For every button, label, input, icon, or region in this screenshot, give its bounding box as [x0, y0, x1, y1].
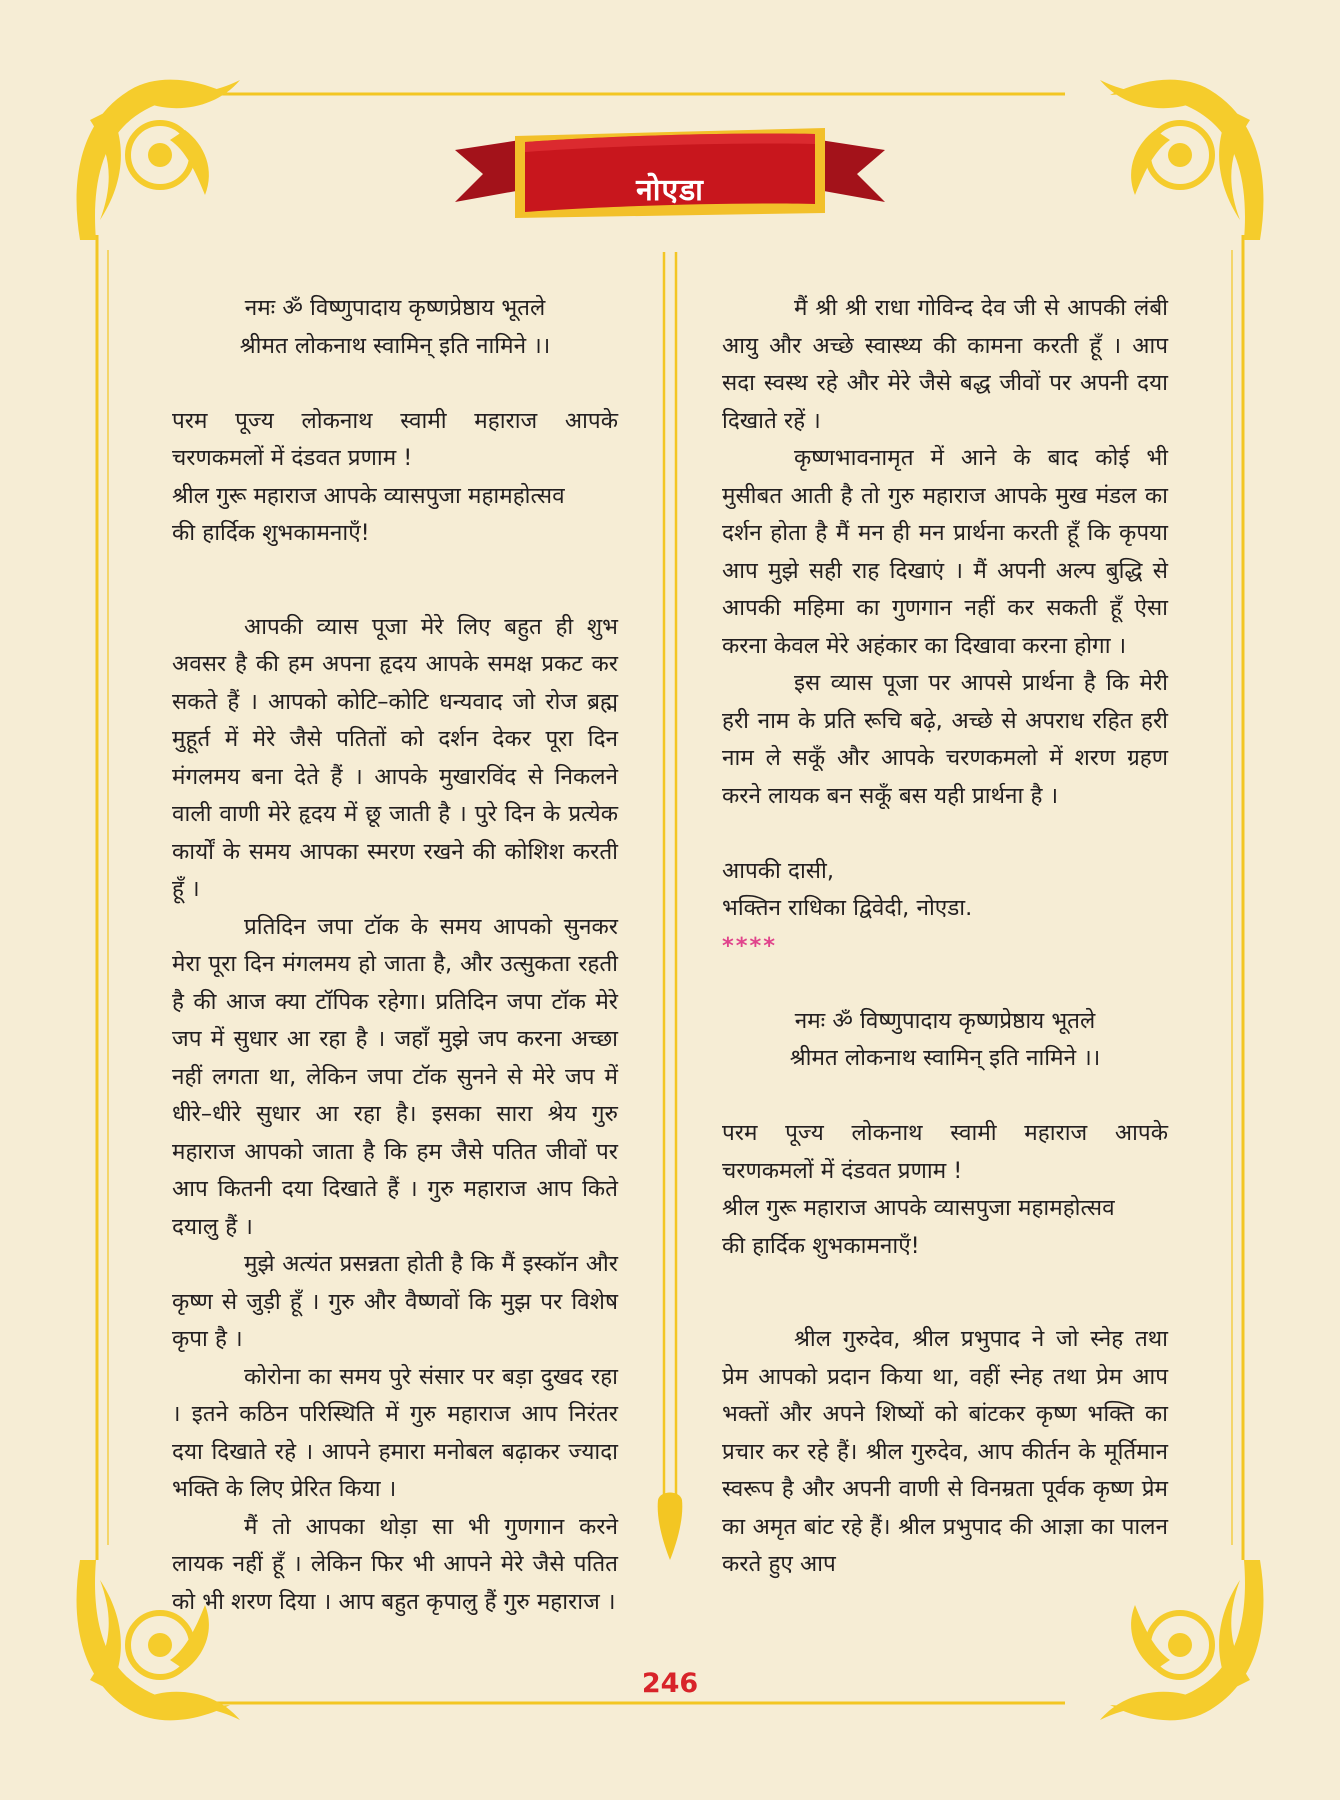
signoff-line: आपकी दासी, [722, 857, 834, 884]
paragraph: इस व्यास पूजा पर आपसे प्रार्थना है कि मेरी हरी नाम के प्रति रूचि बढ़े, अच्छे से अपराध रहित हरी नाम ले सकूँ और आपके चरणकमलो में शरण ग्रहण करने लायक बन सकूँ बस यही प्रार्थना है । [722, 670, 1168, 809]
left-column [172, 290, 618, 1621]
salutation-line: श्रील गुरू महाराज आपके व्यासपुजा महामहोत्सव [722, 1195, 1115, 1221]
salutation-line: की हार्दिक शुभकामनाएँ! [172, 520, 370, 546]
paragraph: मुझे अत्यंत प्रसन्नता होती है कि मैं इस्कॉन और कृष्ण से जुड़ी हूँ । गुरु और वैष्णवों कि मुझ पर विशेष कृपा है । [172, 1251, 618, 1352]
verse-line: नमः ॐ विष्णुपादाय कृष्णप्रेष्ठाय भूतले [244, 295, 546, 321]
page-title: नोएडा [636, 173, 704, 208]
paragraph: मैं तो आपका थोड़ा सा भी गुणगान करने लायक नहीं हूँ । लेकिन फिर भी आपने मेरे जैसे पतित को भी शरण दिया । आप बहुत कृपालु हैं गुरु महाराज । [172, 1513, 618, 1615]
paragraph: कृष्णभावनामृत में आने के बाद कोई भी मुसीबत आती है तो गुरु महाराज आपके मुख मंडल का दर्शन होता है मैं मन ही मन प्रार्थना करती हूँ कि कृपया आप मुझे सही राह दिखाएं । मैं अपनी अल्प बुद्धि से आपकी महिमा का गुणगान नहीं कर सकती हूँ ऐसा करना केवल मेरे अहंकार का दिखावा करना होगा । [722, 445, 1168, 659]
salutation-line: चरणकमलों में दंडवत प्रणाम ! [172, 445, 413, 471]
separator-stars: **** [722, 932, 778, 959]
signoff-name: भक्तिन राधिका द्विवेदी, नोएडा. [722, 895, 973, 921]
salutation-line: परम पूज्य लोकनाथ स्वामी महाराज आपके [172, 407, 618, 434]
page-number: 246 [641, 1668, 699, 1699]
salutation-line: परम पूज्य लोकनाथ स्वामी महाराज आपके [722, 1120, 1168, 1146]
paragraph: श्रील गुरुदेव, श्रील प्रभुपाद ने जो स्नेह तथा प्रेम आपको प्रदान किया था, वहीं स्नेह तथा प्रेम आप भक्तों और अपने शिष्यों को बांटकर कृष्ण भक्ति का प्रचार कर रहे हैं। श्रील गुरुदेव, आप कीर्तन के मूर्तिमान स्वरूप है और अपनी वाणी से विनम्रता पूर्वक कृष्ण प्रेम का अमृत बांट रहे हैं। श्रील प्रभुपाद की आज्ञा का पालन करते हुए आप [722, 1326, 1168, 1577]
salutation-line: श्रील गुरू महाराज आपके व्यासपुजा महामहोत्सव [172, 482, 565, 509]
paragraph: प्रतिदिन जपा टॉक के समय आपको सुनकर मेरा पूरा दिन मंगलमय हो जाता है, और उत्सुकता रहती है की आज क्या टॉपिक रहेगा। प्रतिदिन जपा टॉक मेरे जप में सुधार आ रहा है । जहाँ मुझे जप करना अच्छा नहीं लगता था, लेकिन जपा टॉक सुनने से मेरे जप में धीरे–धीरे सुधार आ रहा है। इसका सारा श्रेय गुरु महाराज आपको जाता है कि हम जैसे पतित जीवों पर आप कितनी दया दिखाते हैं । गुरु महाराज आप किते दयालु हैं । [172, 913, 618, 1240]
salutation-line: की हार्दिक शुभकामनाएँ! [722, 1232, 920, 1259]
verse-line: नमः ॐ विष्णुपादाय कृष्णप्रेष्ठाय भूतले [794, 1007, 1096, 1034]
column-divider [658, 252, 683, 1560]
paragraph: कोरोना का समय पुरे संसार पर बड़ा दुखद रहा । इतने कठिन परिस्थिति में गुरु महाराज आप निरंतर दया दिखाते रहे । आपने हमारा मनोबल बढ़ाकर ज्यादा भक्ति के लिए प्रेरित किया । [172, 1363, 618, 1502]
paragraph: आपकी व्यास पूजा मेरे लिए बहुत ही शुभ अवसर है की हम अपना हृदय आपके समक्ष प्रकट कर सकते हैं । आपको कोटि–कोटि धन्यवाद जो रोज ब्रह्म मुहूर्त में मेरे जैसे पतितों को दर्शन देकर पूरा दिन मंगलमय बना देते हैं । आपके मुखारविंद से निकलने वाली वाणी मेरे हृदय में छू जाती है । पुरे दिन के प्रत्येक कार्यों के समय आपका स्मरण रखने की कोशिश करती हूँ । [172, 613, 618, 902]
corner-ornament-top-left-icon [77, 80, 240, 240]
paragraph: मैं श्री श्री राधा गोविन्द देव जी से आपकी लंबी आयु और अच्छे स्वास्थ्य की कामना करती हूँ । आप सदा स्वस्थ रहे और मेरे जैसे बद्ध जीवों पर अपनी दया दिखाते रहें । [722, 295, 1168, 434]
verse-line: श्रीमत लोकनाथ स्वामिन् इति नामिने ।। [789, 1045, 1101, 1071]
verse-line: श्रीमत लोकनाथ स्वामिन् इति नामिने ।। [239, 332, 551, 359]
salutation-line: चरणकमलों में दंडवत प्रणाम ! [722, 1157, 963, 1184]
right-column [722, 290, 1168, 1584]
corner-ornament-top-right-icon [1100, 80, 1263, 240]
